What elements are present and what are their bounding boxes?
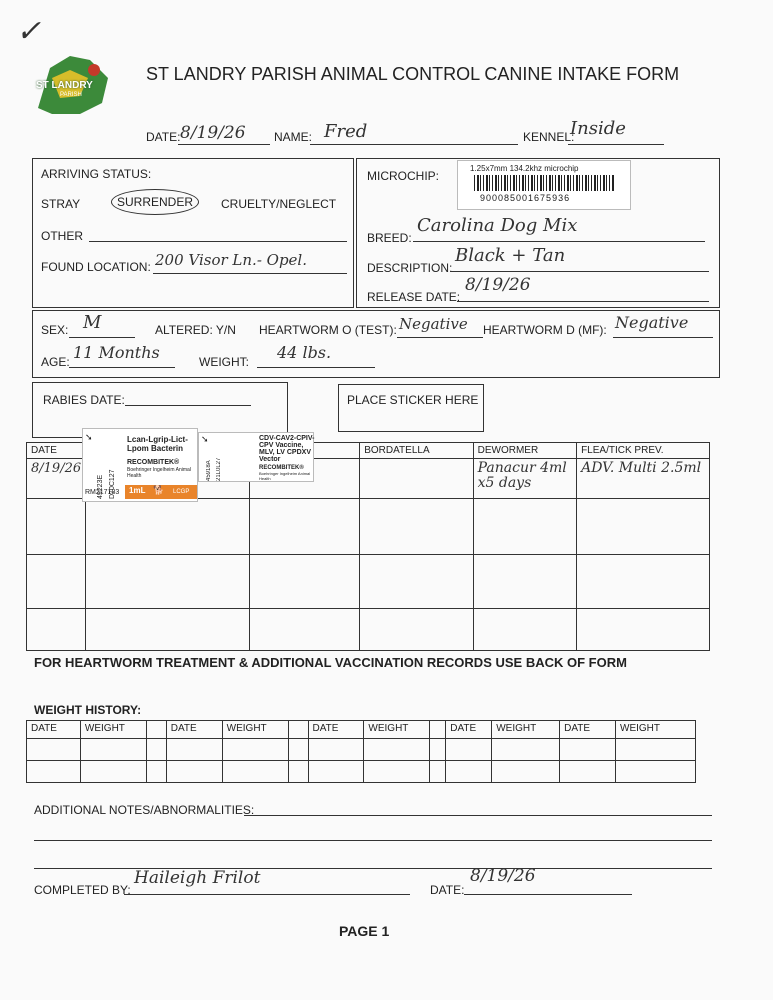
- table-cell[interactable]: [360, 609, 473, 651]
- found-location-value: 200 Visor Ln.- Opel.: [155, 251, 307, 269]
- table-cell[interactable]: [446, 739, 492, 761]
- wh-col-date: DATE: [27, 721, 81, 739]
- logo-subtext: PARISH: [60, 92, 82, 98]
- notes-label: ADDITIONAL NOTES/ABNORMALITIES:: [34, 803, 255, 817]
- found-location-field[interactable]: [153, 253, 347, 274]
- col-date: DATE: [27, 443, 86, 459]
- sticker2-maker: Boehringer Ingelheim Animal Health: [259, 471, 311, 481]
- table-cell[interactable]: [446, 761, 492, 783]
- microchip-number: 900085001675936: [480, 193, 571, 203]
- arriving-status-title: ARRIVING STATUS:: [41, 167, 152, 181]
- table-cell[interactable]: [86, 499, 250, 555]
- table-cell[interactable]: [27, 609, 86, 651]
- wh-col-date: DATE: [446, 721, 492, 739]
- row1-bordatella[interactable]: [360, 459, 473, 499]
- completed-date-field[interactable]: [464, 866, 632, 895]
- table-cell[interactable]: [577, 555, 710, 609]
- heartworm-test-value: Negative: [399, 315, 468, 333]
- table-cell[interactable]: [430, 739, 446, 761]
- wh-col-date: DATE: [166, 721, 222, 739]
- sticker1-maker: Boehringer Ingelheim Animal Health: [127, 467, 191, 479]
- vaccine-sticker-distemper: [198, 432, 314, 482]
- table-cell[interactable]: [492, 761, 560, 783]
- heartworm-test-field[interactable]: [397, 317, 483, 338]
- col-flea-tick: FLEA/TICK PREV.: [577, 443, 710, 459]
- sticker1-brand: RECOMBITEK®: [127, 459, 180, 466]
- row1-date[interactable]: 8/19/26: [27, 459, 86, 499]
- wh-col-gap: [146, 721, 166, 739]
- table-row: [27, 739, 696, 761]
- completed-date-label: DATE:: [430, 883, 465, 897]
- sex-field[interactable]: [69, 312, 135, 338]
- sticker2-code-block: [215, 445, 225, 481]
- weight-header-row: [27, 721, 696, 739]
- release-date-value: 8/19/26: [465, 275, 531, 295]
- date-field[interactable]: [178, 123, 270, 145]
- back-of-form-note: FOR HEARTWORM TREATMENT & ADDITIONAL VACCINATION RECORDS USE BACK OF FORM: [34, 655, 627, 670]
- microchip-sticker: [457, 160, 631, 210]
- table-cell[interactable]: [360, 499, 473, 555]
- parish-logo: [30, 48, 116, 118]
- heartworm-mf-label: HEARTWORM D (MF):: [483, 323, 607, 337]
- table-cell[interactable]: [222, 761, 288, 783]
- found-location-label: FOUND LOCATION:: [41, 260, 151, 274]
- table-row: [27, 499, 710, 555]
- sticker1-dose: 1mL: [129, 486, 146, 495]
- rabies-date-field[interactable]: [125, 391, 251, 406]
- surrender-label: SURRENDER: [116, 195, 193, 209]
- table-cell[interactable]: [616, 761, 696, 783]
- sticker2-lot: 45918A: [206, 460, 212, 481]
- table-cell[interactable]: [364, 739, 430, 761]
- microchip-label: MICROCHIP:: [367, 169, 439, 183]
- table-cell[interactable]: [616, 739, 696, 761]
- table-cell[interactable]: [146, 761, 166, 783]
- table-cell[interactable]: [86, 555, 250, 609]
- notes-field-3[interactable]: [34, 854, 712, 869]
- table-row: [27, 609, 710, 651]
- sticker1-serial: RM217183: [85, 489, 120, 496]
- sticker2-name: CDV-CAV2-CPIV-CPV Vaccine, MLV, LV CPDXV Vector: [259, 435, 315, 463]
- sticker2-brand: RECOMBITEK®: [259, 465, 304, 471]
- weight-history-title: WEIGHT HISTORY:: [34, 703, 142, 717]
- table-cell[interactable]: [492, 739, 560, 761]
- table-cell[interactable]: [473, 555, 576, 609]
- notes-field-2[interactable]: [34, 826, 712, 841]
- table-cell[interactable]: [364, 761, 430, 783]
- vitals-box: [32, 310, 720, 378]
- sticker1-name: Lcan-Lgrip-Lict-Lpom Bacterin: [127, 435, 188, 453]
- cruelty-option[interactable]: CRUELTY/NEGLECT: [221, 197, 337, 211]
- surrender-option[interactable]: [111, 189, 199, 215]
- table-cell[interactable]: [577, 499, 710, 555]
- sticker1-lot: 49223E: [97, 474, 104, 499]
- sex-value: M: [83, 312, 102, 333]
- vaccine-sticker-leptospira: [82, 428, 198, 502]
- table-cell[interactable]: [473, 609, 576, 651]
- table-row: [27, 761, 696, 783]
- logo-text: ST LANDRY: [36, 80, 93, 91]
- weight-history-table: [26, 720, 696, 783]
- table-cell[interactable]: [288, 739, 308, 761]
- age-label: AGE:: [41, 355, 70, 369]
- table-cell[interactable]: [249, 609, 359, 651]
- col-dewormer: DEWORMER: [473, 443, 576, 459]
- arrow-icon: ➘: [201, 434, 209, 444]
- altered-label[interactable]: ALTERED: Y/N: [155, 323, 236, 337]
- table-cell[interactable]: [86, 609, 250, 651]
- check-mark: ✓: [16, 14, 42, 49]
- wh-col-gap: [430, 721, 446, 739]
- table-cell[interactable]: [249, 555, 359, 609]
- wh-col-weight: WEIGHT: [364, 721, 430, 739]
- table-cell[interactable]: [27, 761, 81, 783]
- name-field[interactable]: [310, 121, 518, 145]
- wh-col-weight: WEIGHT: [492, 721, 560, 739]
- table-cell[interactable]: [27, 555, 86, 609]
- table-cell[interactable]: [473, 499, 576, 555]
- table-cell[interactable]: [308, 739, 364, 761]
- release-date-label: RELEASE DATE:: [367, 290, 461, 304]
- release-date-field[interactable]: [457, 275, 709, 302]
- row1-flea-tick[interactable]: ADV. Multi 2.5ml: [577, 459, 710, 499]
- arriving-status-box: [32, 158, 354, 308]
- weight-value: 44 lbs.: [277, 343, 332, 362]
- microchip-sticker-text: 1.25x7mm 134.2khz microchip: [470, 164, 579, 173]
- heartworm-mf-value: Negative: [615, 313, 689, 332]
- kennel-field[interactable]: [568, 118, 664, 145]
- table-cell[interactable]: [80, 739, 146, 761]
- name-value: Fred: [324, 121, 368, 142]
- sticker1-dose-band: [125, 485, 197, 499]
- date-label: DATE:: [146, 130, 181, 144]
- wh-col-weight: WEIGHT: [616, 721, 696, 739]
- table-cell[interactable]: [360, 555, 473, 609]
- table-cell[interactable]: [166, 739, 222, 761]
- heartworm-mf-field[interactable]: [613, 313, 713, 338]
- name-label: NAME:: [274, 130, 313, 144]
- table-cell[interactable]: [430, 761, 446, 783]
- wh-col-date: DATE: [560, 721, 616, 739]
- breed-label: BREED:: [367, 231, 412, 245]
- kennel-value: Inside: [570, 118, 626, 139]
- table-cell[interactable]: [308, 761, 364, 783]
- sticker1-tag: LCGP: [173, 489, 190, 495]
- sticker-label: PLACE STICKER HERE: [347, 393, 479, 407]
- sticker-box: [338, 384, 484, 432]
- row1-dewormer[interactable]: Panacur 4ml x5 days: [473, 459, 576, 499]
- notes-field-1[interactable]: [244, 802, 712, 816]
- arrow-icon: ➘: [85, 432, 93, 442]
- stray-option[interactable]: STRAY: [41, 197, 81, 211]
- kennel-label: KENNEL:: [523, 130, 575, 144]
- description-label: DESCRIPTION:: [367, 261, 453, 275]
- completed-date-value: 8/19/26: [470, 866, 536, 886]
- completed-by-value: Haileigh Frilot: [134, 868, 261, 888]
- completed-by-field[interactable]: [124, 868, 410, 895]
- table-cell[interactable]: [288, 761, 308, 783]
- age-field[interactable]: [69, 343, 175, 368]
- date-value: 8/19/26: [180, 123, 246, 143]
- table-cell[interactable]: [146, 739, 166, 761]
- sticker1-code: D70C127: [109, 469, 116, 499]
- table-cell[interactable]: [560, 739, 616, 761]
- rabies-date-label: RABIES DATE:: [43, 393, 125, 407]
- other-field[interactable]: [89, 227, 347, 242]
- heartworm-test-label: HEARTWORM O (TEST):: [259, 323, 397, 337]
- completed-by-label: COMPLETED BY:: [34, 883, 131, 897]
- weight-label: WEIGHT:: [199, 355, 249, 369]
- breed-field[interactable]: [413, 215, 705, 242]
- wh-col-date: DATE: [308, 721, 364, 739]
- table-cell[interactable]: [166, 761, 222, 783]
- table-cell[interactable]: [577, 609, 710, 651]
- description-field[interactable]: [451, 245, 709, 272]
- page-number: PAGE 1: [339, 923, 390, 939]
- table-cell[interactable]: [222, 739, 288, 761]
- table-cell[interactable]: [27, 499, 86, 555]
- sex-label: SEX:: [41, 323, 69, 337]
- table-cell[interactable]: [80, 761, 146, 783]
- form-title: ST LANDRY PARISH ANIMAL CONTROL CANINE INTAKE FORM: [146, 64, 680, 84]
- table-cell[interactable]: [560, 761, 616, 783]
- table-cell[interactable]: [27, 739, 81, 761]
- age-value: 11 Months: [73, 343, 160, 362]
- dog-icon: 🐕: [153, 485, 165, 495]
- barcode: [474, 175, 614, 191]
- table-row: [27, 555, 710, 609]
- wh-col-weight: WEIGHT: [222, 721, 288, 739]
- sticker2-lot-block: [205, 445, 215, 481]
- description-value: Black + Tan: [455, 245, 566, 266]
- col-bordatella: BORDATELLA: [360, 443, 473, 459]
- table-cell[interactable]: [249, 499, 359, 555]
- wh-col-gap: [288, 721, 308, 739]
- breed-value: Carolina Dog Mix: [417, 215, 578, 236]
- wh-col-weight: WEIGHT: [80, 721, 146, 739]
- sticker2-code: 21L0L27: [216, 457, 222, 481]
- microchip-box: [356, 158, 720, 308]
- weight-field[interactable]: [257, 343, 375, 368]
- other-label: OTHER: [41, 229, 83, 243]
